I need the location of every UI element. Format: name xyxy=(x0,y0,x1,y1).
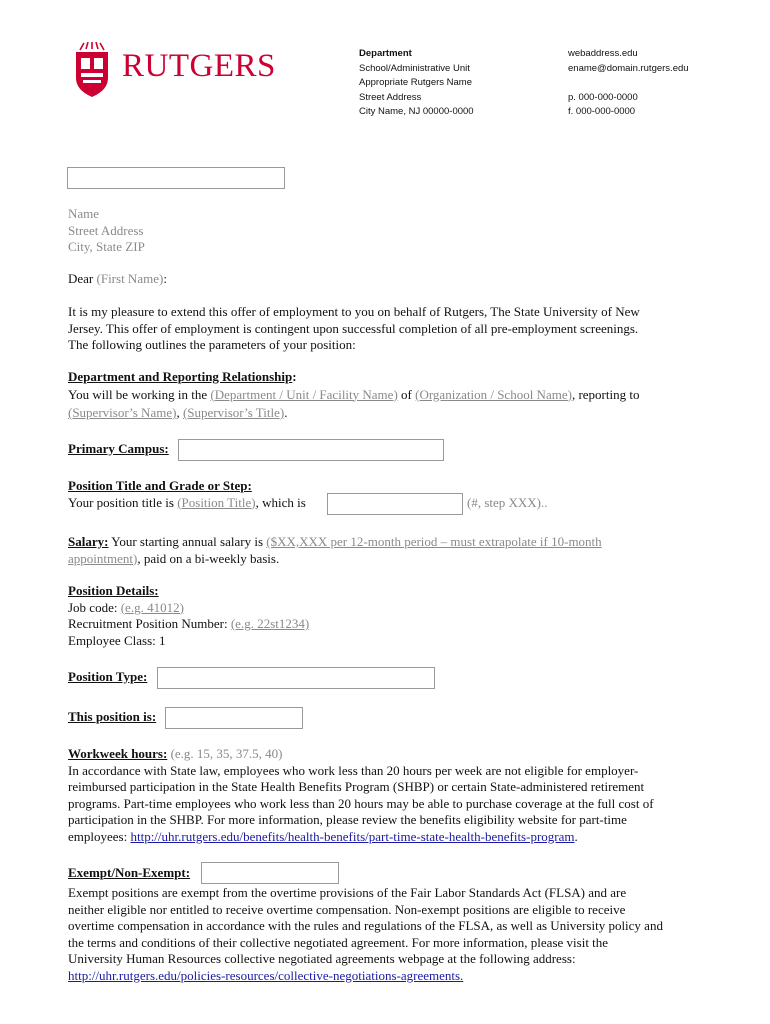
recruitment-number-placeholder[interactable]: (e.g. 22st1234) xyxy=(230,616,310,631)
exempt-field[interactable] xyxy=(201,862,339,884)
job-code-label: Job code: xyxy=(68,599,118,615)
letterhead-rutgers-name: Appropriate Rutgers Name xyxy=(359,77,472,88)
letterhead-fax: f. 000-000-0000 xyxy=(568,106,636,117)
workweek-heading: Workweek hours: xyxy=(68,746,168,761)
exempt-line: overtime compensation in accordance with the rules and regulations of the FLSA, as well as University policy and xyxy=(68,918,663,933)
intro-paragraph xyxy=(68,304,640,354)
salary-placeholder[interactable]: ($XX,XXX per 12-month period – must extrapolate if 10-month xyxy=(266,534,602,549)
part-time-benefits-link[interactable]: http://uhr.rutgers.edu/benefits/health-benefits/part-time-state-health-benefits-program xyxy=(130,828,575,844)
supervisor-title-placeholder[interactable]: (Supervisor’s Title) xyxy=(182,405,285,420)
letterhead-city: City Name, NJ 00000-0000 xyxy=(359,106,474,117)
first-name-placeholder[interactable]: (First Name) xyxy=(96,271,164,286)
salary-text: Your starting annual salary is xyxy=(111,534,264,549)
primary-campus-label: Primary Campus: xyxy=(68,441,169,456)
recipient-city: City, State ZIP xyxy=(68,239,145,254)
logo-wordmark: RUTGERS xyxy=(122,48,276,84)
department-section xyxy=(68,369,639,422)
letterhead-web: webaddress.edu xyxy=(568,48,638,59)
position-type-label: Position Type: xyxy=(68,669,148,684)
workweek-example[interactable]: (e.g. 15, 35, 37.5, 40) xyxy=(170,746,283,761)
collective-agreements-link[interactable]: http://uhr.rutgers.edu/policies-resources/collective-negotiations-agreements. xyxy=(68,967,464,983)
salutation-dear: Dear xyxy=(68,271,94,286)
salutation xyxy=(68,271,167,288)
salary-heading: Salary: xyxy=(68,534,109,549)
department-colon: : xyxy=(292,369,297,384)
workweek-employees-label: employees: xyxy=(68,828,128,844)
letterhead-department: Department xyxy=(359,48,412,59)
letterhead-email: ename@domain.rutgers.edu xyxy=(568,62,689,74)
recipient-address xyxy=(68,206,145,256)
employee-class: Employee Class: 1 xyxy=(68,632,166,648)
position-details-section xyxy=(68,583,309,649)
workweek-line: programs. Part-time employees who work less than 20 hours may be able to purchase coverage at the full cost of xyxy=(68,795,654,811)
letterhead-address xyxy=(359,47,474,120)
letterhead-unit: School/Administrative Unit xyxy=(359,62,470,74)
department-reporting-text: , reporting to xyxy=(571,386,640,402)
exempt-line: neither eligible nor entitled to receive overtime compensation. Non-exempt positions are eligible to receive xyxy=(68,901,626,917)
date-field[interactable] xyxy=(67,167,285,189)
rutgers-logo xyxy=(72,42,276,100)
letterhead-phone: p. 000-000-0000 xyxy=(568,91,638,103)
department-heading: Department and Reporting Relationship xyxy=(68,369,293,384)
department-comma: , xyxy=(176,405,180,420)
department-of: of xyxy=(401,386,412,402)
position-details-heading: Position Details: xyxy=(68,583,159,598)
recipient-name: Name xyxy=(68,206,100,221)
intro-line: It is my pleasure to extend this offer of employment to you on behalf of Rutgers, The State University of New xyxy=(68,304,640,319)
grade-field[interactable] xyxy=(327,493,463,515)
exempt-line: Exempt positions are exempt from the overtime provisions of the Fair Labor Standards Act (FLSA) and are xyxy=(68,885,627,900)
workweek-line: In accordance with State law, employees who work less than 20 hours per week are not eligible for employer- xyxy=(68,762,639,778)
supervisor-name-placeholder[interactable]: (Supervisor’s Name) xyxy=(68,405,177,420)
position-title-text: Your position title is xyxy=(68,494,174,510)
intro-line: The following outlines the parameters of your position: xyxy=(68,337,356,352)
recruitment-number-label: Recruitment Position Number: xyxy=(68,616,228,631)
exempt-line: the terms and conditions of their collective negotiated agreement. For more information, please visit the xyxy=(68,934,609,950)
exempt-paragraph xyxy=(68,885,663,984)
organization-name-placeholder[interactable]: (Organization / School Name) xyxy=(415,386,572,402)
position-type-field[interactable] xyxy=(157,667,435,689)
exempt-label: Exempt/Non-Exempt: xyxy=(68,865,191,880)
workweek-line: reimbursed participation in the State Health Benefits Program (SHBP) or certain State-administered retirement xyxy=(68,779,645,794)
department-name-placeholder[interactable]: (Department / Unit / Facility Name) xyxy=(210,386,398,402)
exempt-line: University Human Resources collective negotiated agreements webpage at the following address: xyxy=(68,951,576,966)
salary-placeholder-cont[interactable]: appointment) xyxy=(68,550,138,566)
primary-campus-field[interactable] xyxy=(178,439,444,461)
step-placeholder[interactable]: (#, step XXX).. xyxy=(467,495,548,510)
department-period: . xyxy=(284,405,288,420)
letterhead-contact xyxy=(568,47,689,120)
workweek-line: participation in the SHBP. For more information, please review the benefits eligibility website for part-time xyxy=(68,812,627,827)
department-text: You will be working in the xyxy=(68,386,208,402)
workweek-section xyxy=(68,746,654,845)
position-title-heading: Position Title and Grade or Step: xyxy=(68,478,252,493)
this-position-label: This position is: xyxy=(68,709,157,724)
salutation-colon: : xyxy=(163,271,167,286)
this-position-field[interactable] xyxy=(165,707,303,729)
rutgers-shield-icon xyxy=(72,42,112,98)
position-which-is: , which is xyxy=(255,494,306,510)
position-title-placeholder[interactable]: (Position Title) xyxy=(177,494,256,510)
intro-line: Jersey. This offer of employment is contingent upon successful completion of all pre-employment screenings. xyxy=(68,320,639,336)
position-title-section xyxy=(68,478,306,511)
workweek-period: . xyxy=(574,828,578,844)
job-code-placeholder[interactable]: (e.g. 41012) xyxy=(120,599,184,615)
letterhead-street: Street Address xyxy=(359,91,422,103)
salary-text-cont: , paid on a bi-weekly basis. xyxy=(137,550,280,566)
salary-section xyxy=(68,534,602,567)
recipient-street: Street Address xyxy=(68,222,144,238)
